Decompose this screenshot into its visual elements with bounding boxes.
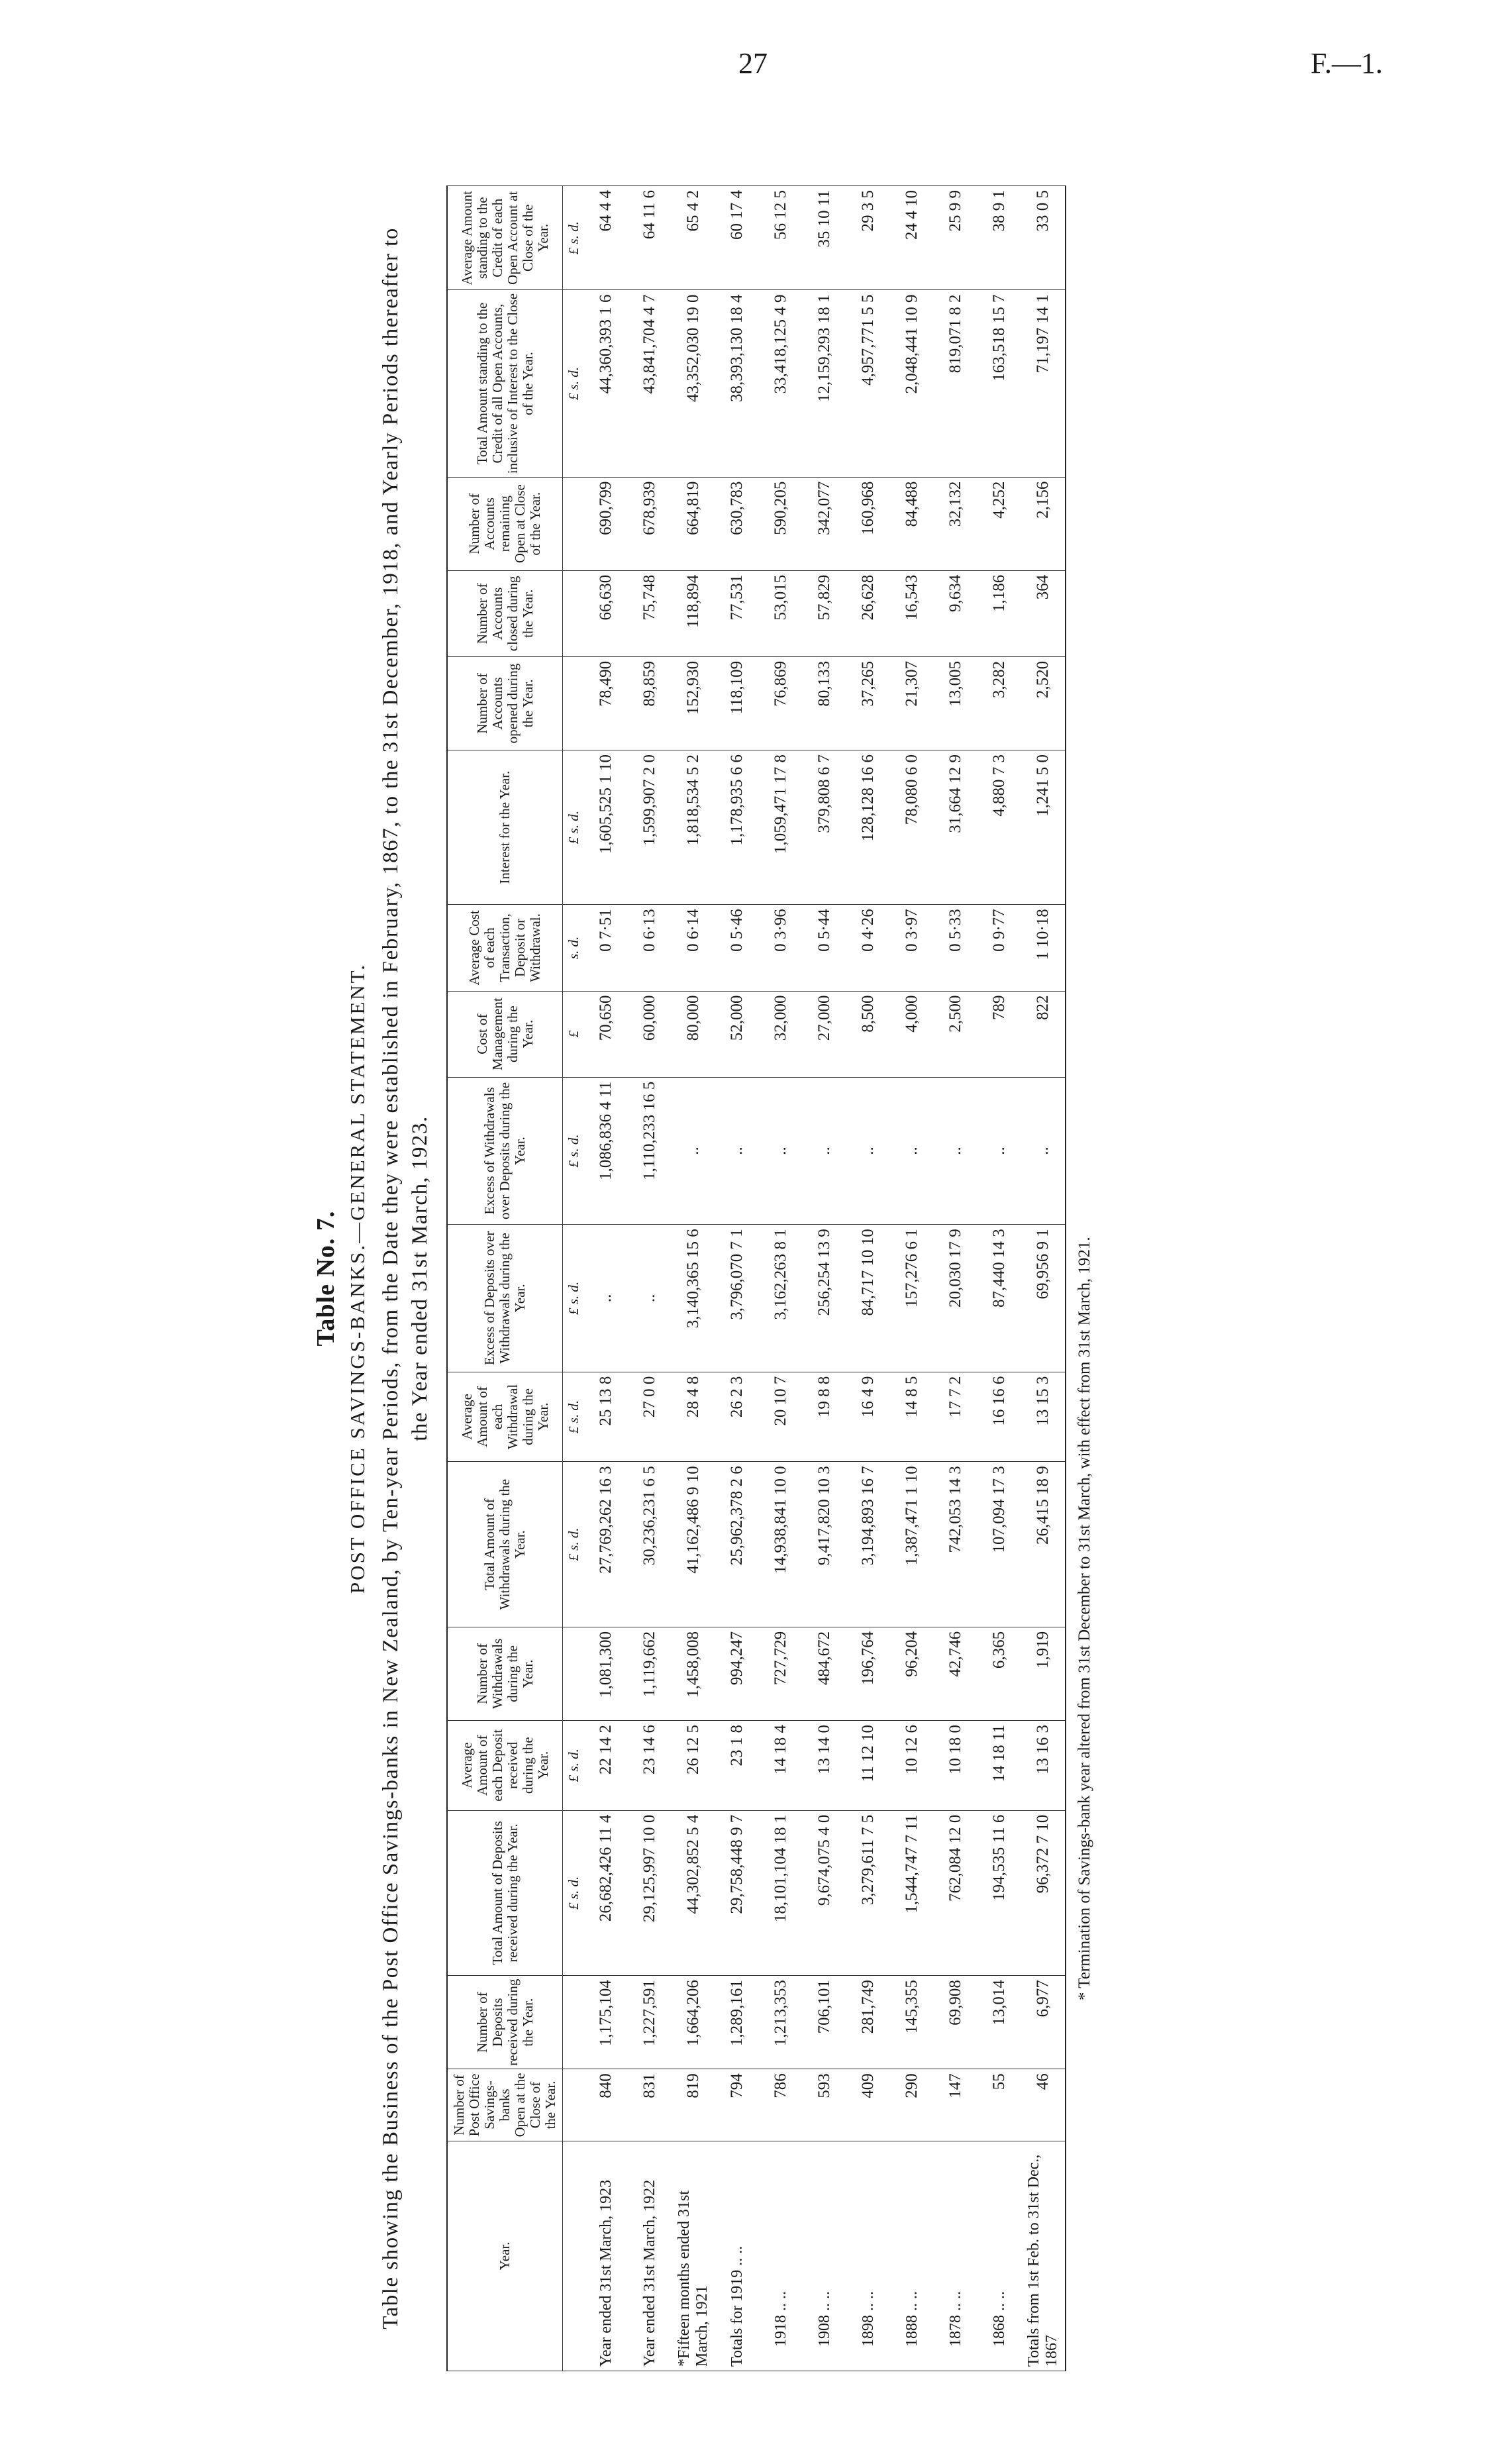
- table-cell: 157,276 6 1: [890, 1225, 934, 1372]
- table-cell: 0 4·26: [846, 905, 890, 991]
- table-cell: 593: [803, 2069, 846, 2141]
- table-subtitle: POST OFFICE SAVINGS-BANKS.—GENERAL STATEMENT.: [346, 962, 369, 1594]
- table-cell: ..: [1021, 1077, 1066, 1224]
- savings-bank-table: [446, 185, 1066, 2371]
- unit-cell: £ s. d.: [563, 1720, 585, 1810]
- table-cell: 409: [846, 2069, 890, 2141]
- footnote: * Termination of Savings-bank year altered from 31st December to 31st March, with effect from 31st March, 1921.: [1076, 1237, 1093, 2000]
- table-row: [715, 186, 759, 2371]
- year-cell: Totals from 1st Feb. to 31st Dec., 1867: [1021, 2141, 1066, 2371]
- table-cell: 27,769,262 16 3: [584, 1462, 628, 1627]
- unit-cell: s. d.: [563, 905, 585, 991]
- table-cell: 28 4 8: [672, 1372, 715, 1462]
- table-cell: 1,178,935 6 6: [715, 750, 759, 904]
- table-row: [846, 186, 890, 2371]
- table-cell: 789: [977, 991, 1021, 1077]
- column-header: Excess of Deposits over Withdrawals during the Year.: [447, 1225, 563, 1372]
- table-cell: ..: [759, 1077, 803, 1224]
- table-cell: 13 16 3: [1021, 1720, 1066, 1810]
- column-header: Year.: [447, 2141, 563, 2371]
- table-row: [890, 186, 934, 2371]
- table-cell: 10 12 6: [890, 1720, 934, 1810]
- section-reference: F.—1.: [1311, 47, 1383, 79]
- table-cell: 10 18 0: [934, 1720, 977, 1810]
- table-cell: 1,599,907 2 0: [628, 750, 672, 904]
- table-cell: 0 5·46: [715, 905, 759, 991]
- year-cell: 1888 .. ..: [890, 2141, 934, 2371]
- table-cell: 147: [934, 2069, 977, 2141]
- table-cell: 77,531: [715, 570, 759, 656]
- table-cell: 0 5·33: [934, 905, 977, 991]
- unit-cell: [563, 656, 585, 750]
- table-cell: 20,030 17 9: [934, 1225, 977, 1372]
- table-row: [934, 186, 977, 2371]
- table-body: [563, 186, 1066, 2371]
- table-cell: 1,059,471 17 8: [759, 750, 803, 904]
- table-cell: 727,729: [759, 1627, 803, 1720]
- table-cell: 1,175,104: [584, 1976, 628, 2069]
- table-cell: ..: [715, 1077, 759, 1224]
- table-cell: 1,213,353: [759, 1976, 803, 2069]
- table-cell: 21,307: [890, 656, 934, 750]
- table-cell: 1,818,534 5 2: [672, 750, 715, 904]
- table-cell: 118,894: [672, 570, 715, 656]
- table-cell: 14 8 5: [890, 1372, 934, 1462]
- column-header: Number of Accounts remaining Open at Close of the Year.: [447, 477, 563, 570]
- year-cell: 1868 .. ..: [977, 2141, 1021, 2371]
- table-cell: 17 7 2: [934, 1372, 977, 1462]
- table-cell: 16 16 6: [977, 1372, 1021, 1462]
- table-cell: 1,227,591: [628, 1976, 672, 2069]
- table-cell: 78,490: [584, 656, 628, 750]
- table-cell: 12,159,293 18 1: [803, 290, 846, 477]
- column-header: Total Amount standing to the Credit of all Open Accounts, inclusive of Interest to the Close of the Year.: [447, 290, 563, 477]
- table-cell: 3,279,611 7 5: [846, 1810, 890, 1976]
- table-cell: 23 1 8: [715, 1720, 759, 1810]
- table-cell: 29 3 5: [846, 186, 890, 291]
- table-cell: 1,664,206: [672, 1976, 715, 2069]
- column-header: Interest for the Year.: [447, 750, 563, 904]
- table-cell: ..: [890, 1077, 934, 1224]
- year-cell: 1878 .. ..: [934, 2141, 977, 2371]
- table-cell: 1,919: [1021, 1627, 1066, 1720]
- table-cell: 1,119,662: [628, 1627, 672, 1720]
- table-row: [803, 186, 846, 2371]
- unit-cell: £ s. d.: [563, 1225, 585, 1372]
- table-cell: 23 14 6: [628, 1720, 672, 1810]
- table-cell: 25 13 8: [584, 1372, 628, 1462]
- table-cell: ..: [628, 1225, 672, 1372]
- table-cell: 831: [628, 2069, 672, 2141]
- table-cell: 364: [1021, 570, 1066, 656]
- table-cell: 96,204: [890, 1627, 934, 1720]
- unit-cell: £ s. d.: [563, 290, 585, 477]
- table-cell: 66,630: [584, 570, 628, 656]
- table-description: Table showing the Business of the Post Office Savings-banks in New Zealand, by Ten-year Periods, from the Date they were established in February, 1867, to the 31st December, 1918, and Yearly Periods thereafter to the Year ended 31st March, 1923.: [379, 227, 432, 2330]
- table-cell: 1,458,008: [672, 1627, 715, 1720]
- table-cell: 60,000: [628, 991, 672, 1077]
- table-cell: 290: [890, 2069, 934, 2141]
- table-cell: 0 3·96: [759, 905, 803, 991]
- table-cell: 822: [1021, 991, 1066, 1077]
- table-cell: ..: [584, 1225, 628, 1372]
- table-cell: 16 4 9: [846, 1372, 890, 1462]
- table-cell: 69,956 9 1: [1021, 1225, 1066, 1372]
- table-cell: 26,415 18 9: [1021, 1462, 1066, 1627]
- unit-cell: £ s. d.: [563, 1077, 585, 1224]
- column-header: Average Amount standing to the Credit of each Open Account at Close of the Year.: [447, 186, 563, 291]
- table-cell: 64 11 6: [628, 186, 672, 291]
- table-cell: 1,081,300: [584, 1627, 628, 1720]
- table-cell: 664,819: [672, 477, 715, 570]
- unit-cell: £: [563, 991, 585, 1077]
- column-header: Total Amount of Withdrawals during the Year.: [447, 1462, 563, 1627]
- table-cell: 128,128 16 6: [846, 750, 890, 904]
- table-cell: 26 2 3: [715, 1372, 759, 1462]
- table-cell: 80,000: [672, 991, 715, 1077]
- table-cell: 1,544,747 7 11: [890, 1810, 934, 1976]
- table-cell: 18,101,104 18 1: [759, 1810, 803, 1976]
- table-cell: 9,634: [934, 570, 977, 656]
- table-cell: 27 0 0: [628, 1372, 672, 1462]
- table-cell: ..: [803, 1077, 846, 1224]
- rotated-table-block: [311, 185, 1450, 2371]
- table-cell: ..: [934, 1077, 977, 1224]
- table-row: [759, 186, 803, 2371]
- table-cell: 590,205: [759, 477, 803, 570]
- table-cell: 2,520: [1021, 656, 1066, 750]
- table-cell: 60 17 4: [715, 186, 759, 291]
- table-cell: 8,500: [846, 991, 890, 1077]
- column-header: Average Amount of each Withdrawal during the Year.: [447, 1372, 563, 1462]
- table-cell: 37,265: [846, 656, 890, 750]
- table-cell: 1,110,233 16 5: [628, 1077, 672, 1224]
- column-header: Total Amount of Deposits received during the Year.: [447, 1810, 563, 1976]
- table-cell: 118,109: [715, 656, 759, 750]
- table-cell: 64 4 4: [584, 186, 628, 291]
- table-cell: 14,938,841 10 0: [759, 1462, 803, 1627]
- unit-cell: £ s. d.: [563, 1462, 585, 1627]
- column-header: Number of Accounts closed during the Year.: [447, 570, 563, 656]
- table-cell: 152,930: [672, 656, 715, 750]
- table-cell: 196,764: [846, 1627, 890, 1720]
- table-cell: 484,672: [803, 1627, 846, 1720]
- table-cell: 96,372 7 10: [1021, 1810, 1066, 1976]
- table-cell: 52,000: [715, 991, 759, 1077]
- table-cell: ..: [846, 1077, 890, 1224]
- table-cell: 25,962,378 2 6: [715, 1462, 759, 1627]
- table-cell: 42,746: [934, 1627, 977, 1720]
- table-cell: 4,252: [977, 477, 1021, 570]
- table-cell: 9,417,820 10 3: [803, 1462, 846, 1627]
- table-cell: 13 14 0: [803, 1720, 846, 1810]
- table-cell: 794: [715, 2069, 759, 2141]
- table-cell: 281,749: [846, 1976, 890, 2069]
- table-cell: 3,140,365 15 6: [672, 1225, 715, 1372]
- table-cell: 56 12 5: [759, 186, 803, 291]
- table-cell: 84,717 10 10: [846, 1225, 890, 1372]
- table-cell: 3,796,070 7 1: [715, 1225, 759, 1372]
- table-cell: 31,664 12 9: [934, 750, 977, 904]
- table-cell: 1 10·18: [1021, 905, 1066, 991]
- table-cell: 13 15 3: [1021, 1372, 1066, 1462]
- column-header: Average Amount of each Deposit received during the Year.: [447, 1720, 563, 1810]
- table-cell: 29,125,997 10 0: [628, 1810, 672, 1976]
- table-cell: 163,518 15 7: [977, 290, 1021, 477]
- table-cell: 4,957,771 5 5: [846, 290, 890, 477]
- table-cell: 20 10 7: [759, 1372, 803, 1462]
- table-row: [977, 186, 1021, 2371]
- table-cell: 0 6·14: [672, 905, 715, 991]
- page-number: 27: [738, 47, 768, 79]
- table-cell: 32,132: [934, 477, 977, 570]
- table-cell: 1,289,161: [715, 1976, 759, 2069]
- table-cell: 0 7·51: [584, 905, 628, 991]
- table-cell: 630,783: [715, 477, 759, 570]
- table-cell: 65 4 2: [672, 186, 715, 291]
- table-cell: 53,015: [759, 570, 803, 656]
- table-cell: 2,156: [1021, 477, 1066, 570]
- table-cell: 75,748: [628, 570, 672, 656]
- table-cell: 840: [584, 2069, 628, 2141]
- table-cell: ..: [977, 1077, 1021, 1224]
- table-cell: 0 9·77: [977, 905, 1021, 991]
- table-cell: 9,674,075 4 0: [803, 1810, 846, 1976]
- unit-cell: [563, 1976, 585, 2069]
- table-cell: 0 3·97: [890, 905, 934, 991]
- table-cell: 379,808 6 7: [803, 750, 846, 904]
- column-header: Excess of Withdrawals over Deposits during the Year.: [447, 1077, 563, 1224]
- units-row: [563, 186, 585, 2371]
- table-cell: 29,758,448 9 7: [715, 1810, 759, 1976]
- table-cell: 145,355: [890, 1976, 934, 2069]
- unit-cell: [563, 2069, 585, 2141]
- table-cell: 26,628: [846, 570, 890, 656]
- table-cell: 71,197 14 1: [1021, 290, 1066, 477]
- column-header: Number of Withdrawals during the Year.: [447, 1627, 563, 1720]
- year-cell: Year ended 31st March, 1922: [628, 2141, 672, 2371]
- table-cell: 35 10 11: [803, 186, 846, 291]
- table-cell: 107,094 17 3: [977, 1462, 1021, 1627]
- table-cell: 678,939: [628, 477, 672, 570]
- unit-cell: £ s. d.: [563, 750, 585, 904]
- table-cell: 1,387,471 1 10: [890, 1462, 934, 1627]
- table-cell: 1,241 5 0: [1021, 750, 1066, 904]
- table-cell: 4,000: [890, 991, 934, 1077]
- table-cell: 87,440 14 3: [977, 1225, 1021, 1372]
- column-header: Number of Post Office Savings-banks Open at the Close of the Year.: [447, 2069, 563, 2141]
- table-cell: 26 12 5: [672, 1720, 715, 1810]
- table-cell: 43,841,704 4 7: [628, 290, 672, 477]
- table-cell: 43,352,030 19 0: [672, 290, 715, 477]
- table-cell: 3,282: [977, 656, 1021, 750]
- table-cell: 22 14 2: [584, 1720, 628, 1810]
- column-header: Number of Deposits received during the Year.: [447, 1976, 563, 2069]
- table-cell: 4,880 7 3: [977, 750, 1021, 904]
- table-cell: 80,133: [803, 656, 846, 750]
- table-cell: 762,084 12 0: [934, 1810, 977, 1976]
- year-cell: Totals for 1919 .. ..: [715, 2141, 759, 2371]
- table-cell: 30,236,231 6 5: [628, 1462, 672, 1627]
- table-header: [447, 186, 563, 2371]
- table-cell: 70,650: [584, 991, 628, 1077]
- table-cell: 819,071 8 2: [934, 290, 977, 477]
- table-cell: 89,859: [628, 656, 672, 750]
- year-cell: 1908 .. ..: [803, 2141, 846, 2371]
- table-cell: 342,077: [803, 477, 846, 570]
- table-cell: 44,302,852 5 4: [672, 1810, 715, 1976]
- unit-cell: £ s. d.: [563, 1810, 585, 1976]
- table-cell: 14 18 11: [977, 1720, 1021, 1810]
- table-cell: 690,799: [584, 477, 628, 570]
- table-cell: 55: [977, 2069, 1021, 2141]
- table-cell: 2,048,441 10 9: [890, 290, 934, 477]
- table-cell: 1,186: [977, 570, 1021, 656]
- table-cell: 2,500: [934, 991, 977, 1077]
- table-cell: 194,535 11 6: [977, 1810, 1021, 1976]
- table-cell: 25 9 9: [934, 186, 977, 291]
- column-header: Number of Accounts opened during the Year.: [447, 656, 563, 750]
- table-cell: 19 8 8: [803, 1372, 846, 1462]
- table-cell: 0 5·44: [803, 905, 846, 991]
- year-cell: 1898 .. ..: [846, 2141, 890, 2371]
- table-cell: 24 4 10: [890, 186, 934, 291]
- table-row: [584, 186, 628, 2371]
- unit-cell: [563, 2141, 585, 2371]
- table-cell: 33,418,125 4 9: [759, 290, 803, 477]
- table-cell: 16,543: [890, 570, 934, 656]
- table-cell: 742,053 14 3: [934, 1462, 977, 1627]
- unit-cell: [563, 477, 585, 570]
- table-cell: 3,162,263 8 1: [759, 1225, 803, 1372]
- table-cell: 78,080 6 0: [890, 750, 934, 904]
- year-cell: 1918 .. ..: [759, 2141, 803, 2371]
- table-cell: 38,393,130 18 4: [715, 290, 759, 477]
- unit-cell: [563, 1627, 585, 1720]
- table-cell: 84,488: [890, 477, 934, 570]
- table-cell: 256,254 13 9: [803, 1225, 846, 1372]
- table-cell: 41,162,486 9 10: [672, 1462, 715, 1627]
- unit-cell: [563, 570, 585, 656]
- table-cell: 706,101: [803, 1976, 846, 2069]
- column-header: Cost of Management during the Year.: [447, 991, 563, 1077]
- table-cell: 57,829: [803, 570, 846, 656]
- table-cell: 13,005: [934, 656, 977, 750]
- table-cell: 32,000: [759, 991, 803, 1077]
- table-cell: 76,869: [759, 656, 803, 750]
- table-cell: 6,365: [977, 1627, 1021, 1720]
- table-cell: 38 9 1: [977, 186, 1021, 291]
- table-cell: 1,605,525 1 10: [584, 750, 628, 904]
- table-row: [628, 186, 672, 2371]
- unit-cell: £ s. d.: [563, 186, 585, 291]
- table-row: [1021, 186, 1066, 2371]
- table-cell: 994,247: [715, 1627, 759, 1720]
- table-cell: 160,968: [846, 477, 890, 570]
- table-cell: ..: [672, 1077, 715, 1224]
- column-header: Average Cost of each Transaction, Deposit or Withdrawal.: [447, 905, 563, 991]
- table-cell: 46: [1021, 2069, 1066, 2141]
- year-cell: *Fifteen months ended 31st March, 1921: [672, 2141, 715, 2371]
- table-cell: 1,086,836 4 11: [584, 1077, 628, 1224]
- table-cell: 44,360,393 1 6: [584, 290, 628, 477]
- table-cell: 27,000: [803, 991, 846, 1077]
- table-cell: 33 0 5: [1021, 186, 1066, 291]
- table-cell: 786: [759, 2069, 803, 2141]
- table-cell: 11 12 10: [846, 1720, 890, 1810]
- table-cell: 819: [672, 2069, 715, 2141]
- unit-cell: £ s. d.: [563, 1372, 585, 1462]
- table-title: Table No. 7.: [312, 1210, 340, 1347]
- table-cell: 26,682,426 11 4: [584, 1810, 628, 1976]
- table-cell: 3,194,893 16 7: [846, 1462, 890, 1627]
- table-cell: 13,014: [977, 1976, 1021, 2069]
- table-cell: 6,977: [1021, 1976, 1066, 2069]
- year-cell: Year ended 31st March, 1923: [584, 2141, 628, 2371]
- table-cell: 14 18 4: [759, 1720, 803, 1810]
- table-cell: 69,908: [934, 1976, 977, 2069]
- table-cell: 0 6·13: [628, 905, 672, 991]
- table-row: [672, 186, 715, 2371]
